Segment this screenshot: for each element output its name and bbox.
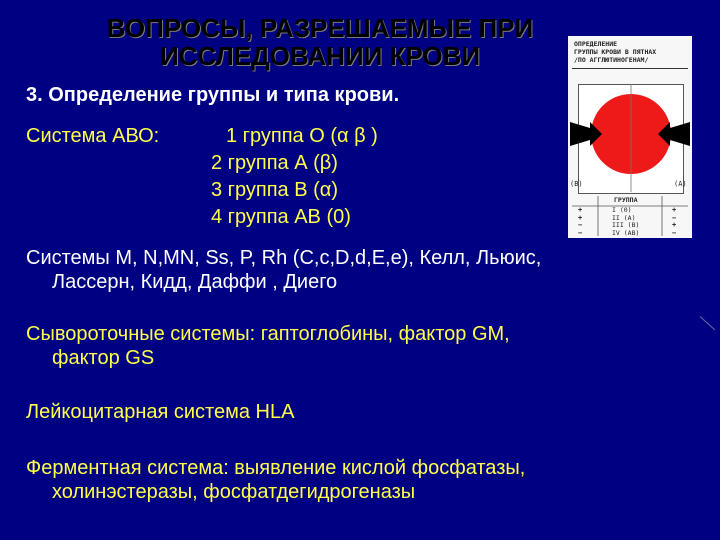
group-name-row-1: I (0) — [612, 206, 632, 214]
left-sign-row-3: − — [578, 221, 583, 229]
abo-group-3: 3 группа В (α) — [211, 179, 338, 201]
abo-group-1: 1 группа О (α β ) — [226, 125, 378, 147]
illustration-caption-line-1: ОПРЕДЕЛЕНИЕ — [574, 40, 618, 48]
decorative-line — [700, 316, 716, 330]
left-sign-row-2: + — [578, 213, 583, 222]
right-sign-row-1: + — [672, 206, 677, 214]
serum-systems-line-1: Сывороточные системы: гаптоглобины, фактор GM, — [26, 323, 510, 345]
serum-systems-text — [26, 322, 510, 370]
left-sign-row-4: − — [578, 228, 583, 237]
leukocyte-system-text: Лейкоцитарная система HLA — [26, 401, 295, 423]
enzyme-system-line-2: холинэстеразы, фосфатдегидрогеназы — [52, 481, 416, 503]
title-line-2: ИССЛЕДОВАНИИ КРОВИ — [159, 41, 481, 71]
right-sign-row-2: − — [672, 213, 677, 222]
enzyme-system-line-1: Ферментная система: выявление кислой фосфатазы, — [26, 457, 526, 479]
illustration-table-header: ГРУППА — [614, 196, 638, 204]
right-sign-row-4: − — [672, 228, 677, 237]
title-line-1: ВОПРОСЫ, РАЗРЕШАЕМЫЕ ПРИ — [106, 13, 534, 43]
abo-group-2: 2 группа А (β) — [211, 152, 338, 174]
slide-title — [70, 14, 570, 70]
illustration-group-names — [612, 207, 639, 237]
blood-systems-text — [26, 246, 541, 294]
illustration-right-signs — [672, 207, 676, 237]
illustration-label-a: (А) — [674, 180, 687, 188]
left-sign-row-1: + — [578, 206, 583, 214]
illustration-left-signs — [578, 207, 582, 237]
section-subtitle: 3. Определение группы и типа крови. — [26, 84, 400, 106]
enzyme-system-text — [26, 456, 525, 504]
group-name-row-4: IV (AB) — [612, 228, 640, 237]
illustration-label-b: (В) — [570, 180, 583, 188]
right-sign-row-3: + — [672, 221, 677, 229]
group-name-row-3: III (B) — [612, 221, 640, 229]
serum-systems-line-2: фактор GS — [52, 347, 155, 369]
blood-group-illustration — [568, 36, 692, 238]
blood-systems-line-2: Лассерн, Кидд, Даффи , Диего — [52, 271, 338, 293]
illustration-caption-line-2: ГРУППЫ КРОВИ В ПЯТНАХ — [574, 48, 657, 56]
blood-systems-line-1: Системы M, N,MN, Ss, P, Rh (C,c,D,d,E,e), Келл, Льюис, — [26, 247, 542, 269]
abo-system-heading: Система АВО: — [26, 125, 160, 147]
group-name-row-2: II (A) — [612, 213, 636, 222]
abo-group-4: 4 группа АВ (0) — [211, 206, 351, 228]
illustration-caption-line-3: /ПО АГГЛЮТИНОГЕНАМ/ — [574, 56, 649, 64]
